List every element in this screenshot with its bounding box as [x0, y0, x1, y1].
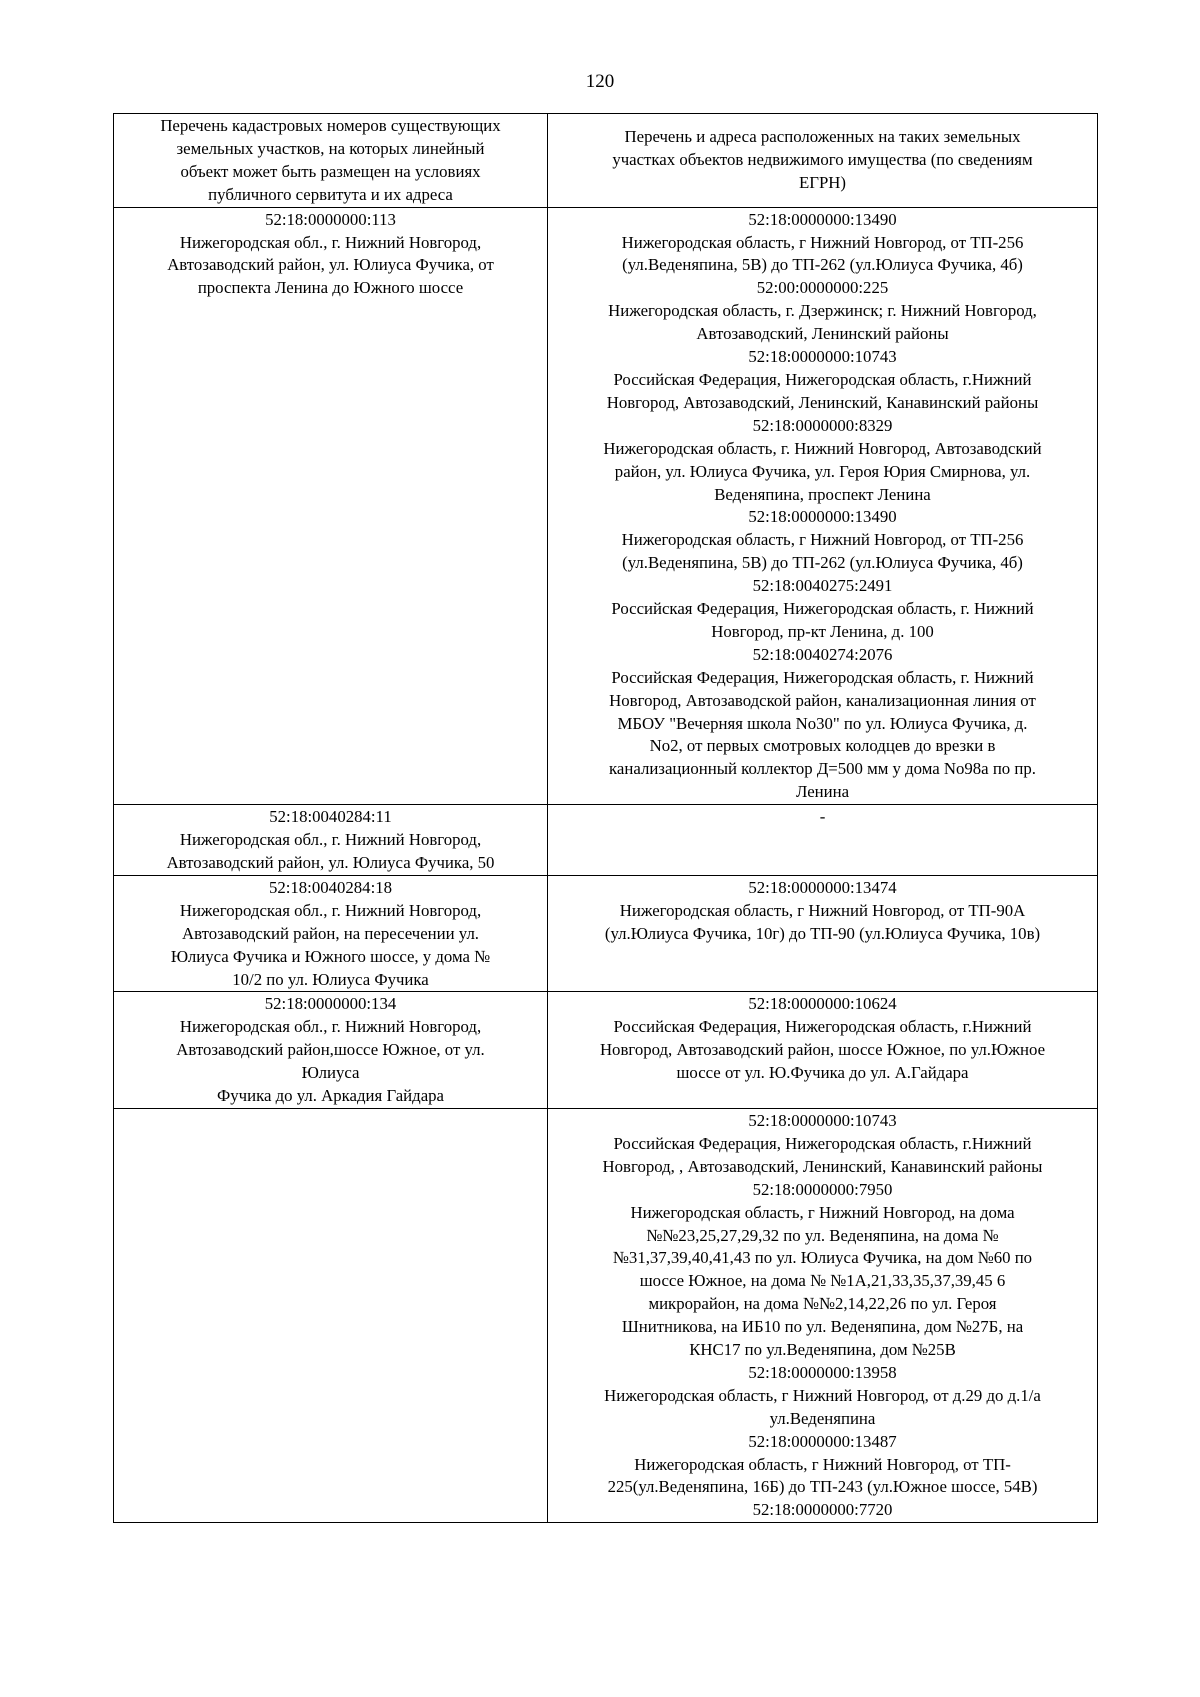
- cell-text-line: Автозаводский район,шоссе Южное, от ул.: [176, 1040, 485, 1060]
- cell-text-line: -: [819, 807, 826, 827]
- cell-text-line: Автозаводский, Ленинский районы: [696, 324, 949, 344]
- cell-text-line: Российская Федерация, Нижегородская область, г.Нижний: [613, 1017, 1032, 1037]
- table-header-row: [114, 114, 1098, 208]
- table-row: [114, 1108, 1098, 1522]
- cell-text-line: Новгород, Автозаводской район, канализационная линия от: [609, 690, 1036, 710]
- cadastral-parcel-cell: [114, 875, 548, 992]
- cadastral-table: [113, 113, 1098, 1523]
- cell-text-line: ул.Веденяпина: [769, 1408, 876, 1428]
- cell-text-line: No2, от первых смотровых колодцев до врезки в: [649, 736, 996, 756]
- table-row: [114, 992, 1098, 1109]
- cell-text-line: Нижегородская область, г. Дзержинск; г. Нижний Новгород,: [608, 301, 1037, 321]
- real-estate-objects-cell: [548, 805, 1098, 876]
- cell-text-line: (ул.Веденяпина, 5В) до ТП-262 (ул.Юлиуса Фучика, 4б): [622, 553, 1023, 573]
- cell-text-line: Нижегородская область, г Нижний Новгород, от ТП-: [634, 1454, 1011, 1474]
- cell-text-line: 52:18:0040275:2491: [752, 576, 893, 596]
- cell-text-line: канализационный коллектор Д=500 мм у дома No98а по пр.: [609, 759, 1036, 779]
- cell-text-line: Веденяпина, проспект Ленина: [714, 484, 931, 504]
- cadastral-parcel-cell: [114, 1108, 548, 1522]
- cell-text-line: Нижегородская область, г Нижний Новгород, от ТП-256: [621, 232, 1024, 252]
- cell-text-line: 52:18:0040284:11: [269, 807, 392, 827]
- table-row: [114, 875, 1098, 992]
- cell-text-line: 52:18:0000000:7950: [752, 1179, 893, 1199]
- cell-text-line: Нижегородская обл., г. Нижний Новгород,: [179, 830, 482, 850]
- cell-text-line: Новгород, пр-кт Ленина, д. 100: [711, 621, 934, 641]
- header-line: публичного сервитута и их адреса: [208, 184, 453, 204]
- cell-text-line: Российская Федерация, Нижегородская область, г. Нижний: [611, 667, 1034, 687]
- header-real-estate-objects: [548, 114, 1098, 208]
- cell-text-line: Юлиуса Фучика и Южного шоссе, у дома №: [170, 946, 491, 966]
- cell-text-line: шоссе от ул. Ю.Фучика до ул. А.Гайдара: [676, 1063, 969, 1083]
- header-line: участках объектов недвижимого имущества (по сведениям: [612, 150, 1033, 170]
- real-estate-objects-cell: [548, 207, 1098, 805]
- cell-text-line: район, ул. Юлиуса Фучика, ул. Героя Юрия Смирнова, ул.: [614, 461, 1031, 481]
- cell-text-line: Шнитникова, на ИБ10 по ул. Веденяпина, дом №27Б, на: [621, 1317, 1024, 1337]
- cell-text-line: №31,37,39,40,41,43 по ул. Юлиуса Фучика, на дом №60 по: [612, 1248, 1033, 1268]
- table-row: [114, 207, 1098, 805]
- cadastral-parcel-cell: [114, 992, 548, 1109]
- cell-text-line: Новгород, Автозаводский, Ленинский, Канавинский районы: [606, 392, 1039, 412]
- cell-text-line: Нижегородская область, г Нижний Новгород, от ТП-256: [621, 530, 1024, 550]
- cell-text-line: 52:18:0000000:13474: [748, 877, 897, 897]
- real-estate-objects-cell: [548, 992, 1098, 1109]
- cell-text-line: Нижегородская обл., г. Нижний Новгород,: [179, 232, 482, 252]
- cadastral-parcel-cell: [114, 207, 548, 805]
- cell-text-line: (ул.Веденяпина, 5В) до ТП-262 (ул.Юлиуса Фучика, 4б): [622, 255, 1023, 275]
- header-line: Перечень кадастровых номеров существующих: [160, 116, 501, 135]
- cell-text-line: проспекта Ленина до Южного шоссе: [197, 278, 464, 298]
- cell-text-line: 52:00:0000000:225: [756, 278, 889, 298]
- cell-text-line: 52:18:0000000:7720: [752, 1500, 893, 1520]
- cell-text-line: Новгород, , Автозаводский, Ленинский, Канавинский районы: [602, 1156, 1043, 1176]
- cell-text-line: Российская Федерация, Нижегородская область, г.Нижний: [613, 369, 1032, 389]
- cell-text-line: Российская Федерация, Нижегородская область, г. Нижний: [611, 599, 1034, 619]
- cell-text-line: Нижегородская область, г Нижний Новгород, от д.29 до д.1/а: [604, 1385, 1041, 1405]
- header-line: Перечень и адреса расположенных на таких земельных: [624, 127, 1021, 147]
- cell-text-line: Нижегородская область, г Нижний Новгород, на дома: [630, 1202, 1015, 1222]
- cell-text-line: 52:18:0000000:13958: [748, 1362, 897, 1382]
- cell-text-line: 52:18:0000000:13490: [748, 209, 897, 229]
- cell-text-line: 52:18:0000000:10743: [748, 347, 897, 367]
- cell-text-line: Нижегородская область, г. Нижний Новгород, Автозаводский: [603, 438, 1042, 458]
- table-row: [114, 805, 1098, 876]
- cell-text-line: 52:18:0000000:13490: [748, 507, 897, 527]
- cell-text-line: 52:18:0000000:113: [265, 209, 396, 229]
- header-cadastral-numbers: [114, 114, 548, 208]
- header-line: земельных участков, на которых линейный: [176, 138, 485, 158]
- cell-text-line: 52:18:0040274:2076: [752, 644, 893, 664]
- cell-text-line: Нижегородская обл., г. Нижний Новгород,: [179, 900, 482, 920]
- cell-text-line: Автозаводский район, ул. Юлиуса Фучика, от: [167, 255, 494, 275]
- cell-text-line: 225(ул.Веденяпина, 16Б) до ТП-243 (ул.Южное шоссе, 54В): [607, 1477, 1038, 1497]
- cell-text-line: МБОУ "Вечерняя школа No30" по ул. Юлиуса Фучика, д.: [617, 713, 1028, 733]
- cell-text-line: Нижегородская обл., г. Нижний Новгород,: [179, 1017, 482, 1037]
- cell-text-line: 10/2 по ул. Юлиуса Фучика: [232, 969, 429, 989]
- cell-text-line: 52:18:0000000:10743: [748, 1110, 897, 1130]
- cell-text-line: 52:18:0000000:8329: [752, 415, 893, 435]
- cadastral-parcel-cell: [114, 805, 548, 876]
- cell-text-line: 52:18:0000000:134: [264, 994, 397, 1014]
- cell-text-line: (ул.Юлиуса Фучика, 10г) до ТП-90 (ул.Юлиуса Фучика, 10в): [604, 923, 1041, 943]
- cell-text-line: Фучика до ул. Аркадия Гайдара: [217, 1086, 444, 1106]
- header-line: объект может быть размещен на условиях: [180, 161, 481, 181]
- page-number: 120: [585, 71, 615, 92]
- cell-text-line: Ленина: [795, 782, 850, 802]
- cell-text-line: 52:18:0000000:10624: [748, 994, 897, 1014]
- cell-text-line: Новгород, Автозаводский район, шоссе Южное, по ул.Южное: [599, 1040, 1046, 1060]
- real-estate-objects-cell: [548, 875, 1098, 992]
- header-line: ЕГРН): [799, 173, 846, 193]
- table-body: [114, 207, 1098, 1523]
- cell-text-line: 52:18:0000000:13487: [748, 1431, 897, 1451]
- cell-text-line: Автозаводский район, на пересечении ул.: [181, 923, 480, 943]
- cell-text-line: №№23,25,27,29,32 по ул. Веденяпина, на дома №: [646, 1225, 999, 1245]
- cell-text-line: микрорайон, на дома №№2,14,22,26 по ул. Героя: [648, 1294, 997, 1314]
- cell-text-line: КНС17 по ул.Веденяпина, дом №25В: [689, 1340, 956, 1360]
- real-estate-objects-cell: [548, 1108, 1098, 1522]
- cell-text-line: шоссе Южное, на дома № №1А,21,33,35,37,39,45 6: [639, 1271, 1006, 1291]
- cell-text-line: Юлиуса: [301, 1063, 360, 1083]
- cell-text-line: 52:18:0040284:18: [268, 877, 393, 897]
- cell-text-line: Автозаводский район, ул. Юлиуса Фучика, 50: [166, 853, 495, 872]
- cell-text-line: Нижегородская область, г Нижний Новгород, от ТП-90А: [619, 900, 1026, 920]
- cell-text-line: Российская Федерация, Нижегородская область, г.Нижний: [613, 1133, 1032, 1153]
